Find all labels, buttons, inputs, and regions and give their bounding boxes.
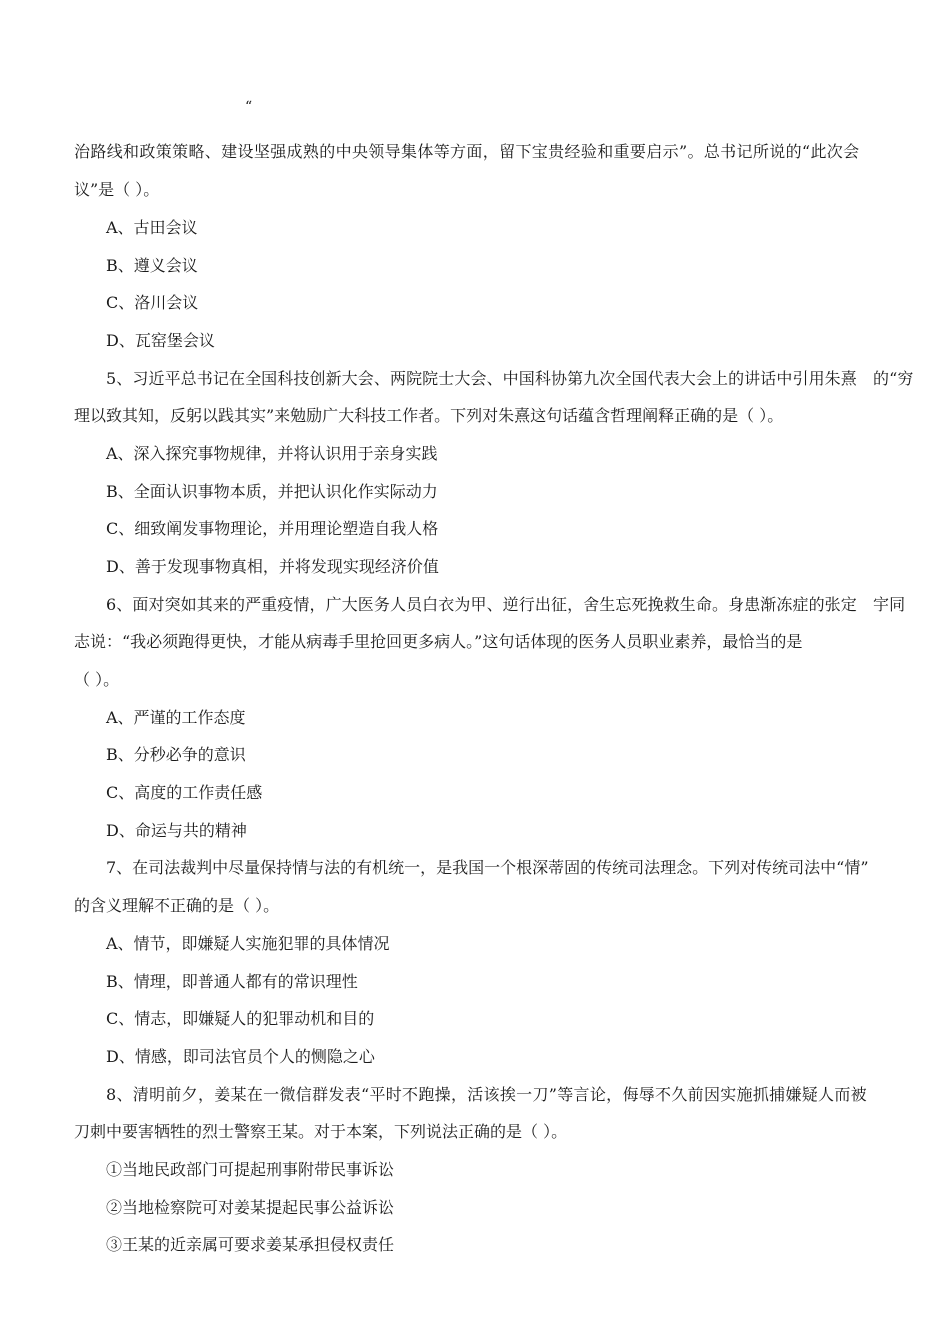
q4-stem-line-1: 治路线和政策策略、建设坚强成熟的中央领导集体等方面，留下宝贵经验和重要启示”。总书记所说的“此次会 — [74, 142, 860, 161]
q7-stem-line-2: 的含义理解不正确的是（ ）。 — [74, 896, 280, 915]
q8-statement-3: ③王某的近亲属可要求姜某承担侵权责任 — [106, 1235, 395, 1254]
q6-option-c: C、高度的工作责任感 — [106, 783, 263, 802]
q7-stem-line-1: 7、在司法裁判中尽量保持情与法的有机统一，是我国一个根深蒂固的传统司法理念。下列对传统司法中“情” — [106, 858, 869, 877]
q7-option-d: D、情感，即司法官员个人的恻隐之心 — [106, 1047, 375, 1066]
stray-quote-mark: “ — [245, 99, 253, 115]
q5-stem-line-1: 5、习近平总书记在全国科技创新大会、两院院士大会、中国科协第九次全国代表大会上的讲话中引用朱熹 的“穷 — [106, 369, 914, 388]
q8-stem-line-1: 8、清明前夕，姜某在一微信群发表“平时不跑操，活该挨一刀”等言论，侮辱不久前因实施抓捕嫌疑人而被 — [106, 1085, 867, 1104]
q5-option-a: A、深入探究事物规律，并将认识用于亲身实践 — [106, 444, 438, 463]
q6-option-a: A、严谨的工作态度 — [106, 708, 246, 727]
q7-option-b: B、情理，即普通人都有的常识理性 — [106, 972, 358, 991]
q6-option-b: B、分秒必争的意识 — [106, 745, 246, 764]
q7-option-c: C、情志，即嫌疑人的犯罪动机和目的 — [106, 1009, 375, 1028]
q4-option-d: D、瓦窑堡会议 — [106, 331, 215, 350]
q5-stem-line-2: 理以致其知，反躬以践其实”来勉励广大科技工作者。下列对朱熹这句话蕴含哲理阐释正确的是（ ）。 — [74, 406, 784, 425]
q4-option-b: B、遵义会议 — [106, 256, 198, 275]
q4-option-c: C、洛川会议 — [106, 293, 199, 312]
q4-option-a: A、古田会议 — [106, 218, 198, 237]
q6-option-d: D、命运与共的精神 — [106, 821, 247, 840]
q6-stem-line-2: 志说：“我必须跑得更快，才能从病毒手里抢回更多病人。”这句话体现的医务人员职业素养，最恰当的是 — [74, 632, 803, 651]
q8-statement-2: ②当地检察院可对姜某提起民事公益诉讼 — [106, 1198, 395, 1217]
q8-statement-1: ①当地民政部门可提起刑事附带民事诉讼 — [106, 1160, 395, 1179]
q7-option-a: A、情节，即嫌疑人实施犯罪的具体情况 — [106, 934, 390, 953]
q8-stem-line-2: 刀刺中要害牺牲的烈士警察王某。对于本案，下列说法正确的是（ ）。 — [74, 1122, 568, 1141]
q5-option-b: B、全面认识事物本质，并把认识化作实际动力 — [106, 482, 438, 501]
q5-option-c: C、细致阐发事物理论，并用理论塑造自我人格 — [106, 519, 439, 538]
q4-stem-line-2: 议”是（ ）。 — [74, 180, 160, 199]
q5-option-d: D、善于发现事物真相，并将发现实现经济价值 — [106, 557, 439, 576]
q6-stem-line-3: （ ）。 — [74, 670, 120, 689]
q6-stem-line-1: 6、面对突如其来的严重疫情，广大医务人员白衣为甲、逆行出征，舍生忘死挽救生命。身患渐冻症的张定 宇同 — [106, 595, 906, 614]
